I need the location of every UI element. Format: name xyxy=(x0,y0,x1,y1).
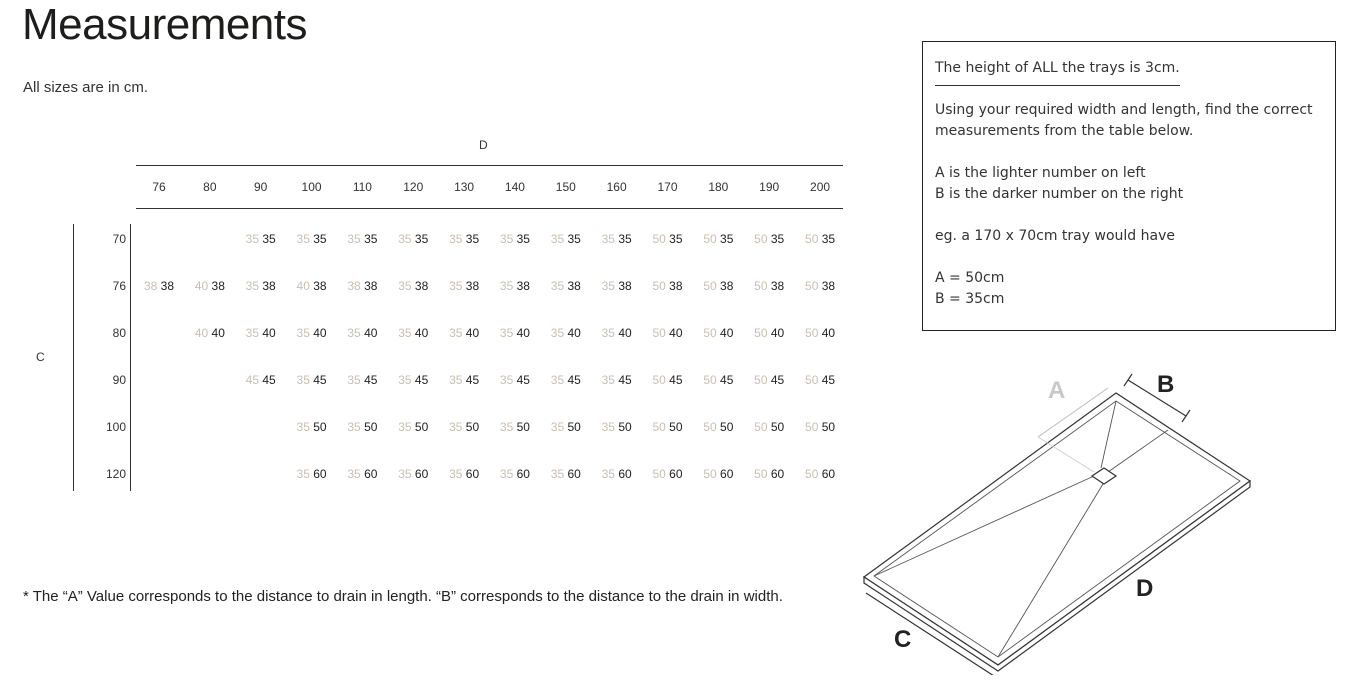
value-a: 35 xyxy=(449,232,463,246)
value-b: 45 xyxy=(821,373,836,387)
value-a: 50 xyxy=(703,420,717,434)
value-a: 35 xyxy=(499,326,514,340)
value-b: 60 xyxy=(465,467,480,481)
value-b: 45 xyxy=(720,373,734,387)
value-b: 35 xyxy=(669,232,683,246)
column-header: 90 xyxy=(254,180,268,194)
value-a: 35 xyxy=(550,279,565,293)
value-b: 50 xyxy=(567,420,581,434)
table-top-rule xyxy=(136,165,843,166)
value-a: 50 xyxy=(703,232,717,246)
value-a: 35 xyxy=(347,232,361,246)
value-b: 45 xyxy=(567,373,581,387)
value-a: 38 xyxy=(347,279,361,293)
column-header: 170 xyxy=(657,180,678,194)
value-b: 60 xyxy=(618,467,632,481)
value-a: 35 xyxy=(449,326,463,340)
value-a: 38 xyxy=(143,279,158,293)
value-a: 50 xyxy=(805,420,819,434)
value-b: 35 xyxy=(770,232,785,246)
value-a: 35 xyxy=(398,232,412,246)
value-b: 38 xyxy=(567,279,581,293)
value-a: 35 xyxy=(398,279,412,293)
value-b: 40 xyxy=(313,326,327,340)
value-b: 35 xyxy=(821,232,836,246)
value-a: 35 xyxy=(296,373,310,387)
row-header-rule xyxy=(130,224,131,491)
value-b: 40 xyxy=(821,326,836,340)
value-a: 35 xyxy=(296,467,310,481)
value-b: 45 xyxy=(770,373,785,387)
row-header: 120 xyxy=(105,467,126,481)
table-cell xyxy=(790,279,850,293)
column-header: 200 xyxy=(810,180,831,194)
value-a: 50 xyxy=(652,420,666,434)
column-header: 120 xyxy=(403,180,424,194)
value-b: 40 xyxy=(465,326,480,340)
value-b: 35 xyxy=(414,232,429,246)
col-axis-label: D xyxy=(479,138,488,152)
value-a: 35 xyxy=(347,467,361,481)
value-b: 50 xyxy=(516,420,530,434)
value-a: 50 xyxy=(652,467,666,481)
column-header: 130 xyxy=(454,180,475,194)
value-b: 38 xyxy=(720,279,734,293)
value-b: 50 xyxy=(720,420,734,434)
table-cell xyxy=(790,467,850,481)
value-b: 60 xyxy=(516,467,530,481)
value-a: 50 xyxy=(805,232,819,246)
value-b: 50 xyxy=(669,420,683,434)
column-header: 76 xyxy=(152,180,166,194)
value-a: 50 xyxy=(754,373,768,387)
value-b: 45 xyxy=(465,373,480,387)
row-axis-label: C xyxy=(36,350,45,364)
value-b: 40 xyxy=(720,326,734,340)
page-title: Measurements xyxy=(22,0,308,49)
column-header: 110 xyxy=(352,180,372,194)
value-b: 35 xyxy=(720,232,734,246)
value-b: 38 xyxy=(262,279,276,293)
value-b: 45 xyxy=(669,373,683,387)
value-a: 35 xyxy=(499,232,514,246)
table-cell xyxy=(790,326,850,340)
value-b: 38 xyxy=(669,279,683,293)
value-a: 35 xyxy=(550,420,565,434)
value-a: 35 xyxy=(296,420,310,434)
value-a: 50 xyxy=(652,279,666,293)
shower-tray-diagram xyxy=(858,360,1258,675)
value-a: 35 xyxy=(550,232,565,246)
value-b: 50 xyxy=(414,420,429,434)
row-header: 90 xyxy=(112,373,126,387)
value-a: 35 xyxy=(245,326,260,340)
value-a: 35 xyxy=(601,467,615,481)
value-a: 50 xyxy=(754,326,768,340)
value-a: 35 xyxy=(296,326,310,340)
value-b: 50 xyxy=(618,420,632,434)
info-box xyxy=(922,41,1336,331)
value-b: 35 xyxy=(567,232,581,246)
footnote: * The “A” Value corresponds to the distance to drain in length. “B” corresponds to the distance to the drain in width. xyxy=(23,588,783,605)
value-b: 45 xyxy=(262,373,276,387)
value-a: 40 xyxy=(194,326,209,340)
value-a: 50 xyxy=(652,326,666,340)
value-b: 35 xyxy=(516,232,530,246)
row-header: 80 xyxy=(112,326,126,340)
value-a: 35 xyxy=(398,373,412,387)
value-a: 50 xyxy=(754,232,768,246)
value-a: 35 xyxy=(449,467,463,481)
info-height-note: The height of ALL the trays is 3cm. xyxy=(935,58,1180,86)
label-a: A xyxy=(1048,377,1066,404)
value-a: 35 xyxy=(347,373,361,387)
value-a: 50 xyxy=(805,467,819,481)
value-b: 60 xyxy=(669,467,683,481)
column-header: 80 xyxy=(203,180,217,194)
dimension-b-tick-2 xyxy=(1182,410,1190,422)
row-header: 100 xyxy=(105,420,126,434)
value-a: 35 xyxy=(550,326,565,340)
column-header: 180 xyxy=(708,180,729,194)
value-a: 35 xyxy=(499,467,514,481)
value-b: 60 xyxy=(567,467,581,481)
dimension-b-tick-1 xyxy=(1124,374,1132,386)
value-b: 60 xyxy=(821,467,836,481)
value-b: 45 xyxy=(414,373,429,387)
value-a: 35 xyxy=(398,467,412,481)
value-a: 35 xyxy=(449,420,463,434)
value-b: 50 xyxy=(770,420,785,434)
value-a: 35 xyxy=(398,420,412,434)
row-header: 70 xyxy=(112,232,126,246)
value-a: 35 xyxy=(449,373,463,387)
value-b: 50 xyxy=(465,420,480,434)
value-b: 38 xyxy=(364,279,378,293)
value-a: 50 xyxy=(805,326,819,340)
value-a: 50 xyxy=(805,373,819,387)
value-a: 50 xyxy=(652,232,666,246)
value-b: 40 xyxy=(364,326,378,340)
column-header: 140 xyxy=(504,180,525,194)
label-c: C xyxy=(894,626,912,653)
value-a: 50 xyxy=(703,467,717,481)
value-b: 45 xyxy=(618,373,632,387)
value-b: 40 xyxy=(516,326,530,340)
value-a: 40 xyxy=(296,279,310,293)
value-a: 35 xyxy=(601,420,615,434)
value-b: 40 xyxy=(669,326,683,340)
value-a: 35 xyxy=(601,373,615,387)
value-a: 35 xyxy=(550,373,565,387)
value-b: 40 xyxy=(618,326,632,340)
info-example-a: A = 50cm xyxy=(935,270,1005,286)
value-b: 50 xyxy=(313,420,327,434)
value-b: 40 xyxy=(567,326,581,340)
value-b: 35 xyxy=(364,232,378,246)
value-a: 50 xyxy=(703,373,717,387)
value-b: 45 xyxy=(313,373,327,387)
value-a: 35 xyxy=(499,279,514,293)
value-b: 38 xyxy=(618,279,632,293)
value-a: 35 xyxy=(499,420,514,434)
value-b: 45 xyxy=(516,373,530,387)
value-a: 50 xyxy=(703,326,717,340)
value-b: 60 xyxy=(364,467,378,481)
label-d: D xyxy=(1136,575,1154,602)
label-b: B xyxy=(1157,371,1175,398)
table-cell xyxy=(790,420,850,434)
value-a: 35 xyxy=(245,232,260,246)
value-a: 45 xyxy=(245,373,260,387)
value-b: 35 xyxy=(465,232,480,246)
value-b: 38 xyxy=(313,279,327,293)
value-b: 38 xyxy=(770,279,785,293)
value-b: 38 xyxy=(211,279,225,293)
value-b: 60 xyxy=(720,467,734,481)
value-a: 35 xyxy=(398,326,412,340)
row-axis-rule xyxy=(73,224,74,491)
value-a: 35 xyxy=(449,279,463,293)
value-b: 50 xyxy=(821,420,836,434)
value-b: 60 xyxy=(313,467,327,481)
value-a: 50 xyxy=(652,373,666,387)
value-a: 35 xyxy=(347,420,361,434)
value-b: 40 xyxy=(414,326,429,340)
value-b: 38 xyxy=(465,279,480,293)
value-b: 38 xyxy=(516,279,530,293)
table-header-rule xyxy=(136,208,843,209)
info-a-explanation: A is the lighter number on left xyxy=(935,165,1146,181)
value-b: 35 xyxy=(313,232,327,246)
value-b: 38 xyxy=(821,279,836,293)
column-header: 160 xyxy=(606,180,627,194)
value-b: 50 xyxy=(364,420,378,434)
value-b: 40 xyxy=(262,326,276,340)
value-a: 50 xyxy=(754,420,768,434)
row-header: 76 xyxy=(112,279,126,293)
value-b: 35 xyxy=(262,232,276,246)
value-b: 38 xyxy=(414,279,429,293)
value-a: 35 xyxy=(499,373,514,387)
info-example: eg. a 170 x 70cm tray would have xyxy=(935,228,1175,244)
value-a: 35 xyxy=(550,467,565,481)
info-b-explanation: B is the darker number on the right xyxy=(935,186,1184,202)
value-a: 35 xyxy=(296,232,310,246)
value-b: 40 xyxy=(770,326,785,340)
column-header: 190 xyxy=(759,180,780,194)
value-a: 35 xyxy=(347,326,361,340)
column-header: 150 xyxy=(555,180,576,194)
value-b: 35 xyxy=(618,232,632,246)
value-a: 40 xyxy=(194,279,209,293)
units-note: All sizes are in cm. xyxy=(23,79,149,96)
value-a: 50 xyxy=(754,467,768,481)
column-header: 100 xyxy=(301,180,322,194)
info-example-b: B = 35cm xyxy=(935,291,1005,307)
value-a: 35 xyxy=(601,232,615,246)
value-a: 35 xyxy=(601,326,615,340)
value-a: 50 xyxy=(703,279,717,293)
value-a: 35 xyxy=(601,279,615,293)
value-a: 50 xyxy=(805,279,819,293)
value-a: 50 xyxy=(754,279,768,293)
table-cell xyxy=(790,232,850,246)
value-b: 40 xyxy=(211,326,225,340)
table-cell xyxy=(790,373,850,387)
value-b: 38 xyxy=(160,279,175,293)
value-b: 45 xyxy=(364,373,378,387)
info-instruction: Using your required width and length, find the correct measurements from the table below. xyxy=(935,102,1313,139)
value-a: 35 xyxy=(245,279,260,293)
value-b: 60 xyxy=(414,467,429,481)
value-b: 60 xyxy=(770,467,785,481)
